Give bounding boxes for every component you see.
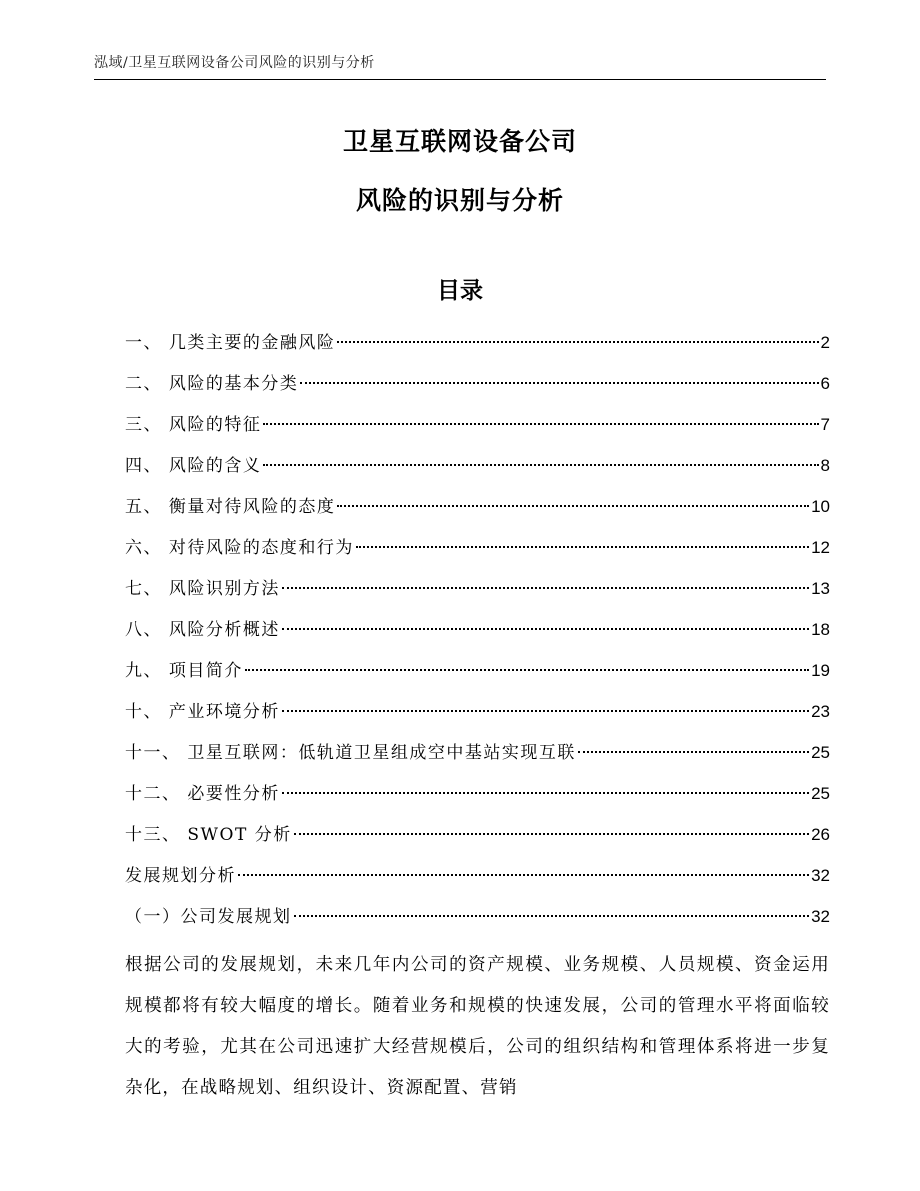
- toc-entry-label[interactable]: 二、 风险的基本分类: [125, 374, 299, 394]
- toc-entry[interactable]: [125, 527, 830, 568]
- toc-dot-leader: [578, 751, 809, 753]
- toc-entry-label[interactable]: 三、 风险的特征: [125, 415, 262, 435]
- toc-entry-label[interactable]: 十二、 必要性分析: [125, 784, 280, 804]
- toc-entry-page: 18: [811, 620, 830, 639]
- toc-entry-label[interactable]: （一）公司发展规划: [125, 907, 292, 927]
- toc-entry[interactable]: [125, 609, 830, 650]
- toc-entry[interactable]: [125, 650, 830, 691]
- toc-entry[interactable]: [125, 568, 830, 609]
- toc-entry[interactable]: [125, 445, 830, 486]
- toc-dot-leader: [282, 587, 809, 589]
- toc-entry-page: 32: [811, 866, 830, 885]
- toc-entry-page: 26: [811, 825, 830, 844]
- toc-entry-page: 32: [811, 907, 830, 926]
- toc-entry-page: 25: [811, 743, 830, 762]
- toc-entry-label[interactable]: 四、 风险的含义: [125, 456, 262, 476]
- document-title-line-2: 风险的识别与分析: [355, 186, 564, 215]
- table-of-contents: [125, 322, 830, 937]
- toc-entry[interactable]: [125, 486, 830, 527]
- running-header: 泓域/卫星互联网设备公司风险的识别与分析: [94, 55, 375, 71]
- toc-entry-page: 8: [820, 456, 830, 475]
- toc-entry-label[interactable]: 七、 风险识别方法: [125, 579, 280, 599]
- toc-dot-leader: [337, 341, 818, 343]
- toc-entry-label[interactable]: 十、 产业环境分析: [125, 702, 280, 722]
- toc-entry-page: 13: [811, 579, 830, 598]
- toc-dot-leader: [282, 710, 809, 712]
- body-paragraph: 根据公司的发展规划，未来几年内公司的资产规模、业务规模、人员规模、资金运用规模都将有较大幅度的增长。随着业务和规模的快速发展，公司的管理水平将面临较大的考验，尤其在公司迅速扩大经营规模后，公司的组织结构和管理体系将进一步复杂化，在战略规划、组织设计、资源配置、营销: [125, 954, 830, 1098]
- toc-dot-leader: [245, 669, 809, 671]
- toc-dot-leader: [356, 546, 809, 548]
- header-divider: [94, 79, 826, 80]
- toc-entry-label[interactable]: 十三、 SWOT 分析: [125, 825, 292, 845]
- toc-dot-leader: [300, 382, 818, 384]
- toc-entry-page: 10: [811, 497, 830, 516]
- toc-dot-leader: [282, 628, 809, 630]
- toc-entry[interactable]: [125, 855, 830, 896]
- toc-dot-leader: [337, 505, 809, 507]
- toc-entry-page: 2: [820, 333, 830, 352]
- toc-dot-leader: [294, 915, 810, 917]
- toc-entry[interactable]: [125, 814, 830, 855]
- toc-entry[interactable]: [125, 363, 830, 404]
- toc-entry-page: 12: [811, 538, 830, 557]
- toc-entry[interactable]: [125, 691, 830, 732]
- toc-entry-label[interactable]: 十一、 卫星互联网：低轨道卫星组成空中基站实现互联: [125, 743, 576, 763]
- toc-entry-label[interactable]: 八、 风险分析概述: [125, 620, 280, 640]
- toc-dot-leader: [263, 423, 818, 425]
- toc-entry[interactable]: [125, 322, 830, 363]
- toc-entry-page: 7: [820, 415, 830, 434]
- toc-entry[interactable]: [125, 732, 830, 773]
- toc-entry-label[interactable]: 一、 几类主要的金融风险: [125, 333, 336, 353]
- toc-heading: 目录: [437, 278, 483, 304]
- toc-entry-label[interactable]: 六、 对待风险的态度和行为: [125, 538, 354, 558]
- toc-dot-leader: [238, 874, 809, 876]
- toc-entry-page: 25: [811, 784, 830, 803]
- toc-dot-leader: [282, 792, 809, 794]
- toc-entry-label[interactable]: 发展规划分析: [125, 866, 236, 886]
- toc-entry[interactable]: [125, 773, 830, 814]
- toc-entry-label[interactable]: 九、 项目简介: [125, 661, 243, 681]
- toc-dot-leader: [294, 833, 809, 835]
- toc-entry-page: 6: [820, 374, 830, 393]
- toc-entry[interactable]: [125, 896, 830, 937]
- document-title-line-1: 卫星互联网设备公司: [342, 127, 577, 156]
- toc-entry[interactable]: [125, 404, 830, 445]
- toc-entry-page: 23: [811, 702, 830, 721]
- toc-entry-label[interactable]: 五、 衡量对待风险的态度: [125, 497, 336, 517]
- toc-dot-leader: [263, 464, 818, 466]
- toc-entry-page: 19: [811, 661, 830, 680]
